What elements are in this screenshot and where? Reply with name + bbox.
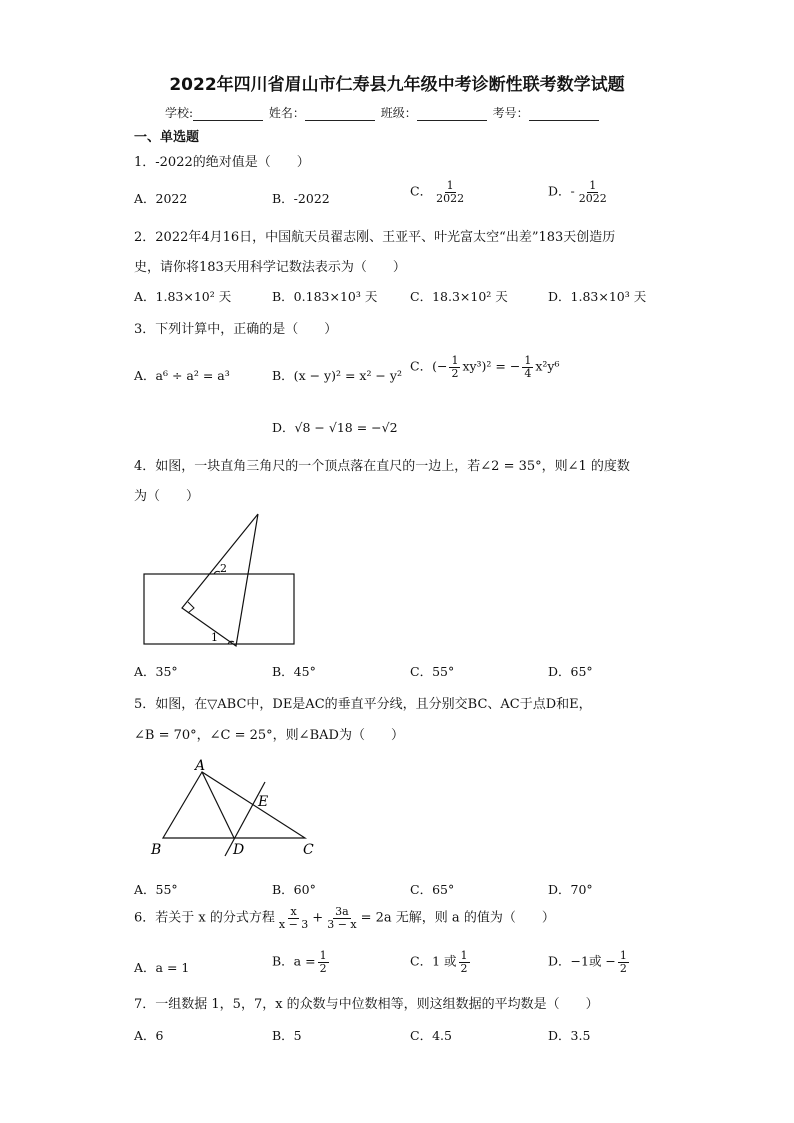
q6-b-label: B．a = <box>272 953 316 969</box>
right-angle-mark <box>188 602 194 613</box>
q1-option-d[interactable] <box>548 180 611 204</box>
q6-frac1 <box>277 906 310 930</box>
q6-c-den: 2 <box>460 961 468 975</box>
q5-stem-line1: 5．如图，在▽ABC中，DE是AC的垂直平分线，且分别交BC、AC于点D和E， <box>134 697 592 712</box>
q6-option-b[interactable] <box>272 950 331 974</box>
q6-frac2 <box>325 906 358 930</box>
q2-stem-line1: 2．2022年4月16日，中国航天员翟志刚、王亚平、叶光富太空“出差”183天创造历 <box>134 230 616 245</box>
id-label: 考号： <box>492 106 529 120</box>
id-blank[interactable] <box>529 108 599 121</box>
q3-option-d[interactable]: D．√8 − √18 = −√2 <box>272 420 398 435</box>
q6-option-d[interactable] <box>548 950 631 974</box>
q2-option-c[interactable]: C．18.3×10² 天 <box>410 289 508 304</box>
point-label-a: A <box>195 758 206 774</box>
point-label-b: B <box>151 842 162 858</box>
q5-option-c[interactable]: C．65° <box>410 882 455 897</box>
q5-option-a[interactable]: A．55° <box>134 882 178 897</box>
q6-d-num: 1 <box>619 949 627 962</box>
q5-triangle-figure <box>145 752 330 862</box>
q6-f2-num: 3a <box>335 905 349 918</box>
q3-option-b[interactable]: B．(x − y)² = x² − y² <box>272 368 402 383</box>
school-blank[interactable] <box>193 108 263 121</box>
q1-stem: 1．-2022的绝对值是（ ） <box>134 155 310 170</box>
q6-c-num: 1 <box>460 949 468 962</box>
q7-option-d[interactable]: D．3.5 <box>548 1028 591 1043</box>
q6-d-den: 2 <box>619 961 627 975</box>
q6-f1-num: x <box>290 905 297 918</box>
q3-c-frac2 <box>522 355 533 379</box>
q6-pre: 6．若关于 x 的分式方程 <box>134 910 275 926</box>
q1-c-fraction <box>434 180 466 204</box>
q6-c-label: C．1 或 <box>410 953 457 969</box>
student-info-line <box>165 104 601 121</box>
q6-c-fraction <box>459 950 470 974</box>
point-label-c: C <box>303 842 314 858</box>
q6-b-fraction <box>318 950 329 974</box>
class-blank[interactable] <box>417 108 487 121</box>
q4-option-a[interactable]: A．35° <box>134 664 178 679</box>
page-title: 2022年四川省眉山市仁寿县九年级中考诊断性联考数学试题 <box>169 75 625 95</box>
q3-c-num1: 1 <box>451 354 459 367</box>
q6-option-a[interactable]: A．a = 1 <box>134 960 190 975</box>
q6-post: = 2a 无解，则 a 的值为（ ） <box>360 910 555 926</box>
q1-d-fraction <box>577 180 609 204</box>
q6-f2-den: 3 − x <box>327 917 357 931</box>
q3-option-a[interactable]: A．a⁶ ÷ a² = a³ <box>134 368 230 383</box>
q3-c-post: x²y⁶ <box>535 358 560 374</box>
q2-option-a[interactable]: A．1.83×10² 天 <box>134 289 232 304</box>
q1-option-a[interactable]: A．2022 <box>134 191 188 206</box>
q3-c-pre: (− <box>432 358 448 374</box>
q1-c-label: C． <box>410 183 433 199</box>
q7-stem: 7．一组数据 1，5，7，x 的众数与中位数相等，则这组数据的平均数是（ ） <box>134 997 599 1012</box>
q1-d-den: 2022 <box>578 191 607 205</box>
section-heading: 一、单选题 <box>134 130 200 145</box>
q5-option-d[interactable]: D．70° <box>548 882 593 897</box>
q7-option-a[interactable]: A．6 <box>134 1028 164 1043</box>
q5-stem-line2: ∠B = 70°，∠C = 25°，则∠BAD为（ ） <box>134 728 404 743</box>
q3-c-frac1 <box>449 355 460 379</box>
q1-d-num: 1 <box>589 179 597 192</box>
school-label: 学校: <box>165 106 194 120</box>
q4-stem-line2: 为（ ） <box>134 489 200 504</box>
q3-c-num2: 1 <box>524 354 532 367</box>
q2-stem-line2: 史，请你将183天用科学记数法表示为（ ） <box>134 260 406 275</box>
q3-c-mid: xy³)² = − <box>462 358 521 374</box>
q3-c-den1: 2 <box>451 366 459 380</box>
name-label: 姓名： <box>268 106 305 120</box>
name-blank[interactable] <box>305 108 375 121</box>
class-label: 班级： <box>380 106 417 120</box>
q1-option-c[interactable] <box>410 180 468 204</box>
q1-c-num: 1 <box>446 179 454 192</box>
q4-option-b[interactable]: B．45° <box>272 664 316 679</box>
q1-c-den: 2022 <box>436 191 465 205</box>
q6-f1-den: x − 3 <box>278 917 309 931</box>
q6-d-label: D．−1或 − <box>548 953 616 969</box>
q3-stem: 3．下列计算中，正确的是（ ） <box>134 322 338 337</box>
q5-option-b[interactable]: B．60° <box>272 882 316 897</box>
q1-option-b[interactable]: B．-2022 <box>272 191 330 206</box>
q4-option-c[interactable]: C．55° <box>410 664 455 679</box>
q6-b-num: 1 <box>319 949 327 962</box>
point-label-e: E <box>258 794 269 810</box>
q3-c-label: C． <box>410 358 433 374</box>
q3-option-c[interactable] <box>410 355 559 379</box>
point-label-d: D <box>233 842 245 858</box>
set-square <box>182 514 258 646</box>
q2-option-b[interactable]: B．0.183×10³ 天 <box>272 289 378 304</box>
q4-ruler-triangle-figure <box>140 510 300 650</box>
q1-d-label: D．- <box>548 183 575 199</box>
q6-option-c[interactable] <box>410 950 472 974</box>
q7-option-c[interactable]: C．4.5 <box>410 1028 452 1043</box>
q6-d-fraction <box>618 950 629 974</box>
q6-stem <box>134 906 555 930</box>
q6-b-den: 2 <box>319 961 327 975</box>
q4-stem-line1: 4．如图，一块直角三角尺的一个顶点落在直尺的一边上，若∠2 = 35°，则∠1 的度数 <box>134 459 630 474</box>
angle-label-1: 1 <box>211 631 218 644</box>
q2-option-d[interactable]: D．1.83×10³ 天 <box>548 289 647 304</box>
q4-option-d[interactable]: D．65° <box>548 664 593 679</box>
q6-plus: + <box>312 910 324 926</box>
triangle-abc <box>163 772 305 838</box>
angle-label-2: 2 <box>220 562 227 575</box>
q3-c-den2: 4 <box>524 366 532 380</box>
q7-option-b[interactable]: B．5 <box>272 1028 302 1043</box>
